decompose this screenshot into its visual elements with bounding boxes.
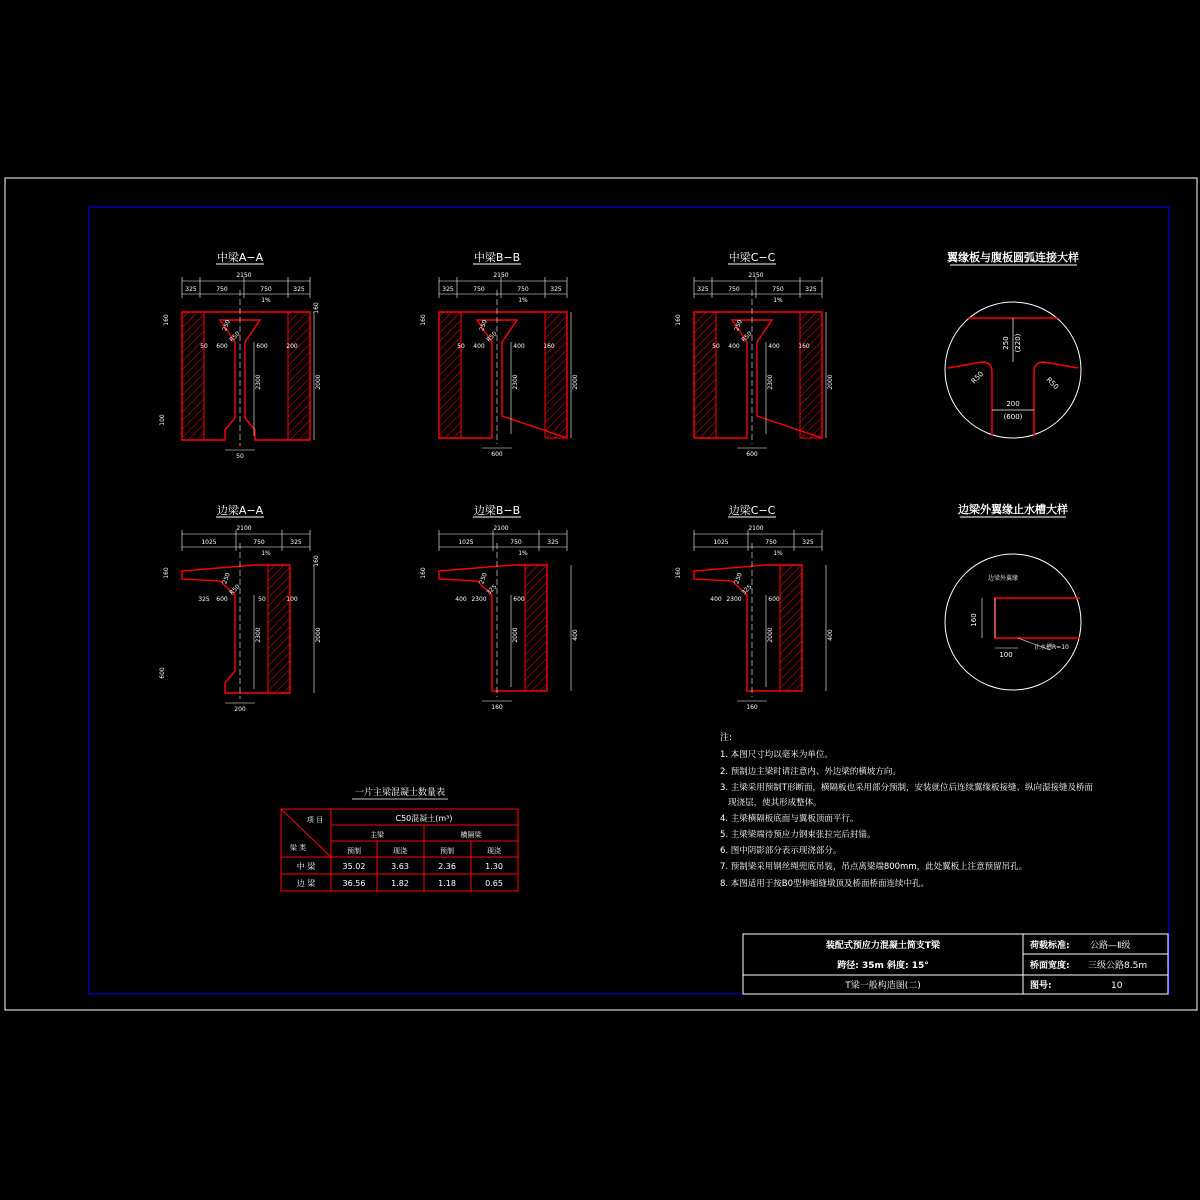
section-label: 600	[768, 596, 780, 603]
dim-part: 750	[216, 286, 228, 293]
detail1-label-0: 250	[1002, 336, 1010, 350]
section-mid-cc	[675, 250, 834, 458]
section-mid-bb	[420, 250, 579, 458]
section-label: 200	[286, 343, 298, 350]
section-label: 2300	[726, 596, 742, 603]
table-row0-label: 中 梁	[296, 862, 316, 871]
tb-load-label: 荷载标准:	[1030, 941, 1070, 951]
detail2-label-0: 边梁外翼缘	[988, 575, 1019, 582]
dim-part: 325	[802, 539, 814, 546]
section-title: 中梁B−B	[473, 251, 521, 264]
slope-label: 1%	[773, 550, 783, 557]
inner-frame	[89, 207, 1169, 994]
table-sub-0: 预制	[347, 847, 361, 855]
section-label: 2000	[572, 374, 579, 390]
section-label: 160	[798, 343, 810, 350]
dim-part: 325	[185, 286, 197, 293]
section-mid-aa	[159, 250, 322, 460]
section-label: 400	[572, 629, 579, 641]
table-header-concrete: C50混凝土(m³)	[395, 814, 453, 823]
section-label: 600	[513, 596, 525, 603]
table-sub-1: 现浇	[393, 847, 407, 855]
section-label: 600	[216, 596, 228, 603]
section-label: 400	[455, 596, 467, 603]
dim-part: 750	[517, 286, 529, 293]
table-row0-v3: 1.30	[485, 862, 503, 871]
dim-part: 1025	[201, 539, 217, 546]
hatch-right	[288, 312, 310, 440]
section-label: 50	[258, 596, 266, 603]
tb-number-label: 图号:	[1030, 981, 1052, 991]
notes	[720, 731, 1094, 889]
table-row0-v1: 3.63	[391, 862, 409, 871]
section-label: 600	[159, 667, 166, 679]
section-label: 160	[163, 567, 170, 579]
hatch-right	[545, 312, 567, 438]
detail-flange-web-arc	[945, 250, 1081, 438]
section-label: 400	[513, 343, 525, 350]
dim-total: 2150	[493, 272, 509, 279]
note-1: 1. 本图尺寸均以毫米为单位。	[720, 750, 833, 760]
detail2-label-2: 100	[999, 651, 1013, 659]
section-label: R50	[740, 330, 754, 344]
dim-part: 325	[550, 286, 562, 293]
note-5: 5. 主梁梁端待预应力钢束张拉完后封锚。	[720, 830, 876, 840]
note-3b: 现浇层，使其形成整体。	[720, 798, 822, 808]
dim-total: 2100	[493, 525, 509, 532]
table-sub-3: 现浇	[487, 847, 501, 855]
section-title: 边梁C−C	[728, 504, 776, 517]
title-block	[743, 934, 1168, 994]
section-label: 600	[256, 343, 268, 350]
section-title: 中梁A−A	[216, 251, 264, 264]
section-label: 325	[485, 583, 499, 597]
section-label: 50	[457, 343, 465, 350]
section-label: 160	[675, 314, 682, 326]
section-title: 边梁A−A	[216, 504, 264, 517]
concrete-quantity-table	[281, 786, 518, 891]
dim-part: 1025	[713, 539, 729, 546]
section-label: 250	[221, 571, 232, 586]
cross-sections	[159, 250, 834, 713]
section-label: 160	[313, 302, 320, 314]
hatch-left	[182, 312, 204, 440]
hatch-left	[694, 312, 716, 438]
section-label: 600	[746, 451, 758, 458]
dim-part: 750	[473, 286, 485, 293]
section-label: 160	[675, 567, 682, 579]
detail-waterstop-groove	[945, 502, 1081, 690]
note-6: 6. 图中阴影部分表示现浇部分。	[720, 846, 842, 856]
dim-total: 2100	[748, 525, 764, 532]
section-label: 400	[710, 596, 722, 603]
detail2-label-3: 止水槽R=10	[1034, 644, 1069, 651]
tb-load-value: 公路—Ⅱ级	[1090, 941, 1131, 951]
dim-part: 1025	[458, 539, 474, 546]
section-label: 160	[746, 704, 758, 711]
section-label: 160	[163, 314, 170, 326]
hatch-left	[439, 312, 461, 438]
section-label: 250	[733, 571, 744, 586]
section-label: 400	[728, 343, 740, 350]
table-title: 一片主梁混凝土数量表	[354, 788, 446, 798]
section-label: 2000	[315, 374, 322, 390]
section-edge-cc	[675, 503, 834, 711]
section-title: 边梁B−B	[473, 504, 521, 517]
section-label: 160	[543, 343, 555, 350]
tb-width-value: 三级公路8.5m	[1088, 961, 1148, 971]
dim-part: 325	[547, 539, 559, 546]
section-label: 50	[712, 343, 720, 350]
detail2-label-1: 160	[970, 613, 978, 627]
dim-part: 750	[253, 539, 265, 546]
table-header-main: 主梁	[370, 831, 384, 839]
section-label: 2300	[512, 374, 519, 390]
tb-width-label: 桥面宽度:	[1030, 961, 1070, 971]
section-label: R50	[228, 330, 242, 344]
section-label: 160	[420, 567, 427, 579]
section-label: 2000	[827, 374, 834, 390]
section-label: 160	[491, 704, 503, 711]
section-label: 400	[473, 343, 485, 350]
section-label: 100	[286, 596, 298, 603]
dim-part: 325	[442, 286, 454, 293]
section-label: 325	[740, 583, 754, 597]
tb-number-value: 10	[1111, 981, 1123, 991]
dim-part: 750	[772, 286, 784, 293]
section-label: 2300	[767, 374, 774, 390]
section-label: 325	[198, 596, 210, 603]
hatch-right	[268, 565, 290, 693]
section-label: 2000	[315, 627, 322, 643]
note-7: 7. 预制梁采用钢丝绳兜底吊装，吊点离梁端800mm，此处翼板上注意预留吊孔。	[720, 862, 1028, 872]
detail2-title: 边梁外翼缘止水槽大样	[958, 503, 1068, 516]
slope-label: 1%	[773, 297, 783, 304]
note-2: 2. 预制边主梁时请注意内、外边梁的横坡方向。	[720, 767, 901, 777]
detail1-label-2: R50	[969, 370, 986, 386]
section-label: 400	[768, 343, 780, 350]
section-edge-aa	[159, 503, 322, 713]
dim-part: 325	[293, 286, 305, 293]
table-header-item: 项 目	[306, 816, 324, 824]
dim-part: 325	[290, 539, 302, 546]
dim-total: 2100	[236, 525, 252, 532]
table-row1-v1: 1.82	[391, 879, 409, 888]
section-label: 2300	[255, 627, 262, 643]
tb-drawing-name: T梁一般构造图(二)	[845, 981, 921, 991]
dim-part: 325	[805, 286, 817, 293]
hatch-right	[800, 312, 822, 438]
section-label: 2300	[255, 374, 262, 390]
dim-part: 750	[765, 539, 777, 546]
section-label: 600	[216, 343, 228, 350]
outer-frame	[5, 178, 1197, 1010]
dim-part: 325	[697, 286, 709, 293]
dim-part: 750	[260, 286, 272, 293]
detail1-label-5: (600)	[1003, 413, 1023, 421]
table-row0-v2: 2.36	[438, 862, 456, 871]
slope-label: 1%	[261, 550, 271, 557]
section-label: 250	[733, 318, 744, 333]
section-label: 600	[491, 451, 503, 458]
section-label: 400	[827, 629, 834, 641]
slope-label: 1%	[518, 297, 528, 304]
dim-total: 2150	[236, 272, 252, 279]
detail1-label-4: 200	[1006, 400, 1020, 408]
dim-total: 2150	[748, 272, 764, 279]
notes-heading: 注:	[720, 733, 733, 743]
section-label: 250	[478, 318, 489, 333]
dim-part: 750	[510, 539, 522, 546]
section-label: 50	[200, 343, 208, 350]
detail1-label-1: (220)	[1014, 333, 1022, 353]
note-3: 3. 主梁采用预制T形断面，横隔板也采用部分预制，安装就位后连续翼缘板接缝、纵向湿接缝及桥面	[720, 783, 1094, 793]
section-label: 160	[313, 555, 320, 567]
table-row1-v2: 1.18	[438, 879, 456, 888]
section-label: 50	[236, 453, 244, 460]
note-4: 4. 主梁横隔板底面与翼板顶面平行。	[720, 814, 859, 824]
slope-label: 1%	[261, 297, 271, 304]
table-sub-2: 预制	[440, 847, 454, 855]
section-edge-bb	[420, 503, 579, 711]
tb-project-line2: 跨径: 35m 斜度: 15°	[837, 961, 929, 971]
section-label: 2000	[512, 627, 519, 643]
hatch-right	[525, 565, 547, 691]
table-header-diaphragm: 横隔梁	[460, 831, 482, 839]
section-label: 160	[420, 314, 427, 326]
table-row0-v0: 35.02	[342, 862, 366, 871]
dim-part: 750	[728, 286, 740, 293]
table-row1-label: 边 梁	[296, 879, 316, 888]
hatch-right	[780, 565, 802, 691]
section-label: 100	[159, 414, 166, 426]
table-row1-v3: 0.65	[485, 879, 503, 888]
table-header-type: 梁 类	[289, 844, 307, 852]
tb-project-line1: 装配式预应力混凝土简支T梁	[825, 941, 941, 951]
slope-label: 1%	[518, 550, 528, 557]
section-label: R50	[485, 330, 499, 344]
section-label: 2000	[767, 627, 774, 643]
detail1-label-3: R50	[1044, 375, 1060, 392]
section-label: 250	[221, 318, 232, 333]
detail1-title: 翼缘板与腹板圆弧连接大样	[947, 251, 1079, 264]
section-label: 200	[234, 706, 246, 713]
section-title: 中梁C−C	[728, 251, 776, 264]
section-label: 2300	[471, 596, 487, 603]
section-label: 250	[478, 571, 489, 586]
table-row1-v0: 36.56	[342, 879, 366, 888]
note-8: 8. 本图适用于按B0型伸缩缝墩顶及桥面桥面连续中孔。	[720, 879, 930, 889]
section-label: R50	[228, 583, 242, 597]
